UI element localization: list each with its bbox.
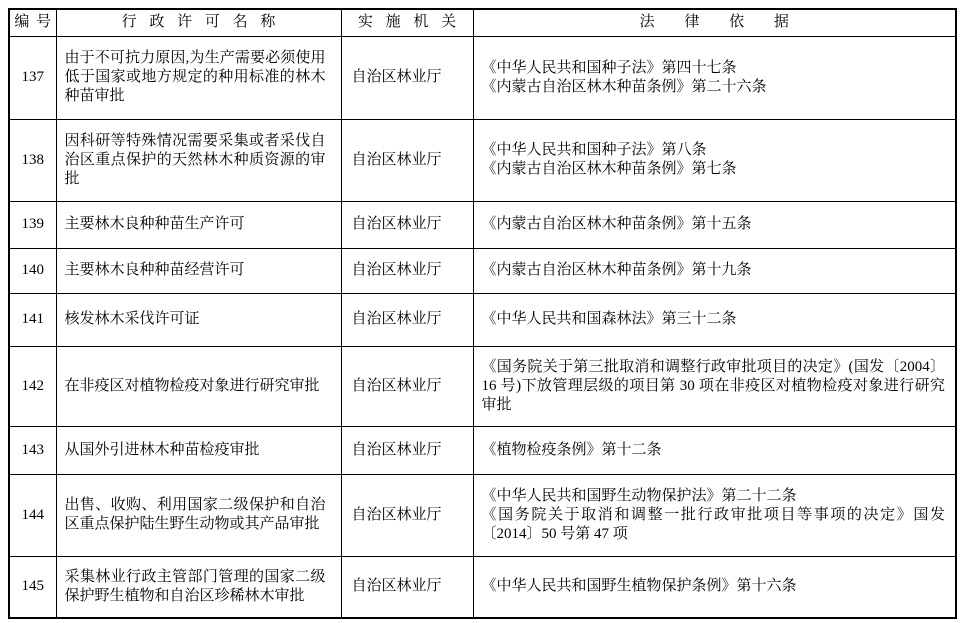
legal-basis-line: 《内蒙古自治区林木种苗条例》第二十六条 (481, 78, 767, 95)
table-row (9, 293, 956, 346)
table-row (9, 119, 956, 201)
license-name-cell: 主要林木良种种苗经营许可 (56, 248, 341, 293)
header-cell-license-name: 行 政 许 可 名 称 (56, 9, 341, 36)
legal-basis-line: 《中华人民共和国野生植物保护条例》第十六条 (481, 578, 797, 595)
license-name-cell: 因科研等特殊情况需要采集或者采伐自治区重点保护的天然林木种质资源的审批 (56, 119, 341, 201)
legal-basis-line: 《植物检疫条例》第十二条 (481, 441, 662, 458)
agency-cell: 自治区林业厅 (341, 248, 473, 293)
agency-cell: 自治区林业厅 (341, 119, 473, 201)
license-name-cell: 由于不可抗力原因,为生产需要必须使用低于国家或地方规定的种用标准的林木种苗审批 (56, 36, 341, 119)
agency-cell: 自治区林业厅 (341, 293, 473, 346)
agency-cell: 自治区林业厅 (341, 474, 473, 556)
header-row (9, 9, 956, 36)
legal-basis-line: 《内蒙古自治区林木种苗条例》第十五条 (481, 216, 752, 232)
legal-basis-cell (473, 293, 956, 346)
agency-cell: 自治区林业厅 (341, 426, 473, 474)
legal-basis-cell (473, 248, 956, 293)
legal-basis-cell (473, 119, 956, 201)
header-cell-legal-basis: 法 律 依 据 (473, 9, 956, 36)
license-name-cell: 主要林木良种种苗生产许可 (56, 201, 341, 248)
agency-cell: 自治区林业厅 (341, 201, 473, 248)
table-row (9, 474, 956, 556)
row-number-cell: 142 (9, 346, 56, 426)
legal-basis-line: 《中华人民共和国种子法》第四十七条 (481, 59, 737, 76)
legal-basis-cell (473, 426, 956, 474)
license-name-cell: 采集林业行政主管部门管理的国家二级保护野生植物和自治区珍稀林木审批 (56, 556, 341, 618)
header-cell-id: 编 号 (9, 9, 56, 36)
row-number-cell: 144 (9, 474, 56, 556)
row-number-cell: 139 (9, 201, 56, 248)
table-row (9, 201, 956, 248)
legal-basis-cell (473, 346, 956, 426)
legal-basis-cell (473, 36, 956, 119)
license-name-cell: 核发林木采伐许可证 (56, 293, 341, 346)
license-name-cell: 从国外引进林木种苗检疫审批 (56, 426, 341, 474)
license-name-cell: 在非疫区对植物检疫对象进行研究审批 (56, 346, 341, 426)
legal-basis-line: 《中华人民共和国野生动物保护法》第二十二条 (481, 487, 797, 504)
row-number-cell: 143 (9, 426, 56, 474)
legal-basis-cell (473, 201, 956, 248)
table-row (9, 346, 956, 426)
row-number-cell: 141 (9, 293, 56, 346)
table-row (9, 248, 956, 293)
agency-cell: 自治区林业厅 (341, 556, 473, 618)
legal-basis-cell (473, 474, 956, 556)
legal-basis-line: 《中华人民共和国种子法》第八条 (481, 142, 707, 158)
row-number-cell: 145 (9, 556, 56, 618)
table-row (9, 426, 956, 474)
license-name-cell: 出售、收购、利用国家二级保护和自治区重点保护陆生野生动物或其产品审批 (56, 474, 341, 556)
header-cell-agency: 实 施 机 关 (341, 9, 473, 36)
legal-basis-line: 《内蒙古自治区林木种苗条例》第七条 (481, 161, 737, 177)
row-number-cell: 138 (9, 119, 56, 201)
table-row (9, 36, 956, 119)
legal-basis-line: 《中华人民共和国森林法》第三十二条 (481, 311, 737, 327)
table-row (9, 556, 956, 618)
legal-basis-cell (473, 556, 956, 618)
legal-basis-line: 《国务院关于第三批取消和调整行政审批项目的决定》(国发〔2004〕16 号)下放管理层级的项目第 30 项在非疫区对植物检疫对象进行研究审批 (481, 358, 945, 413)
agency-cell: 自治区林业厅 (341, 36, 473, 119)
legal-basis-line: 《国务院关于取消和调整一批行政审批项目等事项的决定》国发〔2014〕50 号第 47 项 (481, 506, 945, 542)
row-number-cell: 140 (9, 248, 56, 293)
row-number-cell: 137 (9, 36, 56, 119)
license-table (8, 8, 957, 619)
agency-cell: 自治区林业厅 (341, 346, 473, 426)
legal-basis-line: 《内蒙古自治区林木种苗条例》第十九条 (481, 262, 752, 278)
